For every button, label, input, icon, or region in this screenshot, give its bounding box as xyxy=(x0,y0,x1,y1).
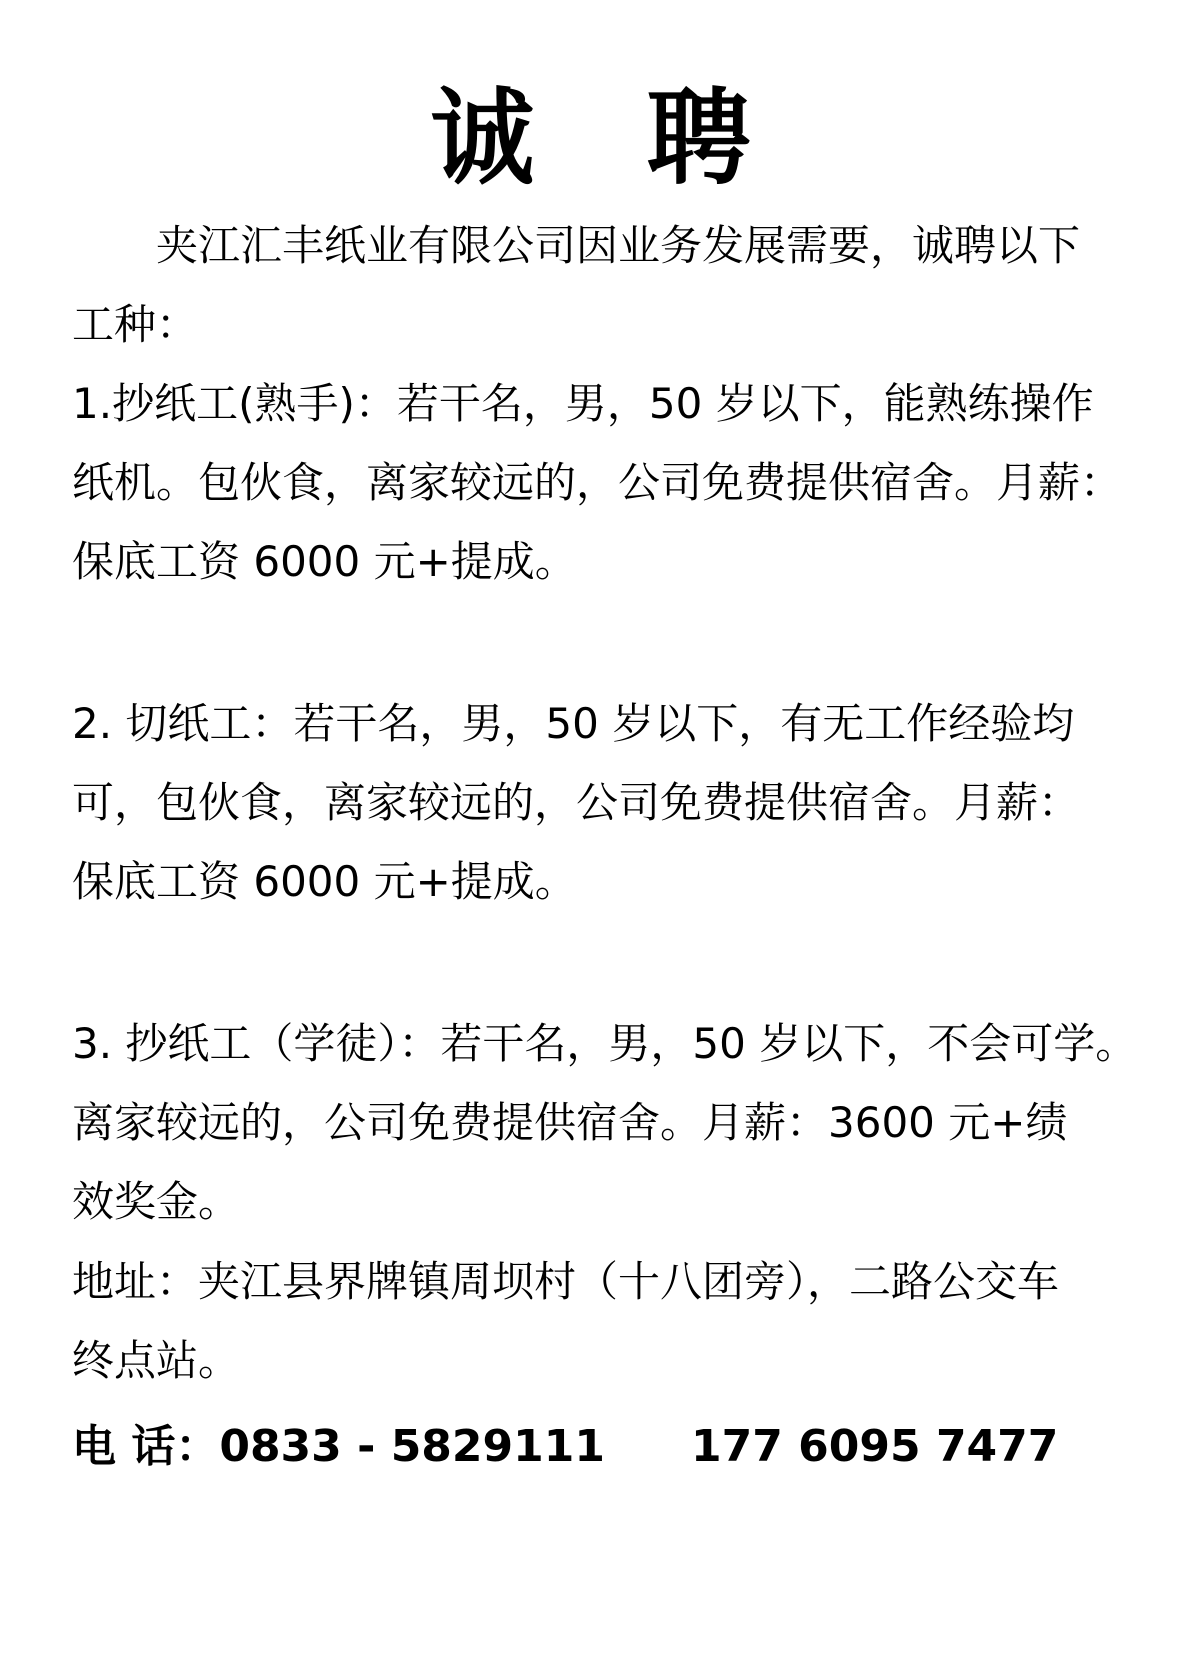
intro-line-1: 夹江汇丰纸业有限公司因业务发展需要，诚聘以下 xyxy=(156,221,1081,270)
job-item-2 xyxy=(72,684,1122,921)
intro-line-2: 工种： xyxy=(72,300,199,349)
job-2-line-2: 可，包伙食，离家较远的，公司免费提供宿舍。月薪： xyxy=(72,778,1081,827)
job-3-line-2: 离家较远的，公司免费提供宿舍。月薪：3600 元+绩 xyxy=(72,1098,1068,1147)
page-title: 诚 聘 xyxy=(430,77,755,199)
intro-paragraph xyxy=(72,206,1122,364)
job-3-line-1: 3. 抄纸工（学徒）：若干名，男，50 岁以下，不会可学。 xyxy=(72,1019,1138,1068)
job-item-1 xyxy=(72,364,1122,601)
job-1-line-3: 保底工资 6000 元+提成。 xyxy=(72,537,577,586)
phone-number-mobile: 177 6095 7477 xyxy=(691,1421,1059,1472)
job-1-line-1: 1.抄纸工(熟手)：若干名，男，50 岁以下，能熟练操作 xyxy=(72,379,1094,428)
job-1-line-2: 纸机。包伙食，离家较远的，公司免费提供宿舍。月薪： xyxy=(72,458,1123,507)
job-2-line-1: 2. 切纸工：若干名，男，50 岁以下，有无工作经验均 xyxy=(72,699,1075,748)
job-item-3 xyxy=(72,1004,1138,1241)
job-2-line-3: 保底工资 6000 元+提成。 xyxy=(72,857,577,906)
address-paragraph xyxy=(72,1242,1122,1400)
address-line-1: 地址：夹江县界牌镇周坝村（十八团旁），二路公交车 xyxy=(72,1257,1060,1306)
job-3-line-3: 效奖金。 xyxy=(72,1177,241,1226)
phone-contact xyxy=(72,1412,1058,1482)
address-line-2: 终点站。 xyxy=(72,1336,241,1385)
phone-label: 电 话： xyxy=(72,1421,220,1472)
phone-number-landline: 0833 - 5829111 xyxy=(219,1421,605,1472)
